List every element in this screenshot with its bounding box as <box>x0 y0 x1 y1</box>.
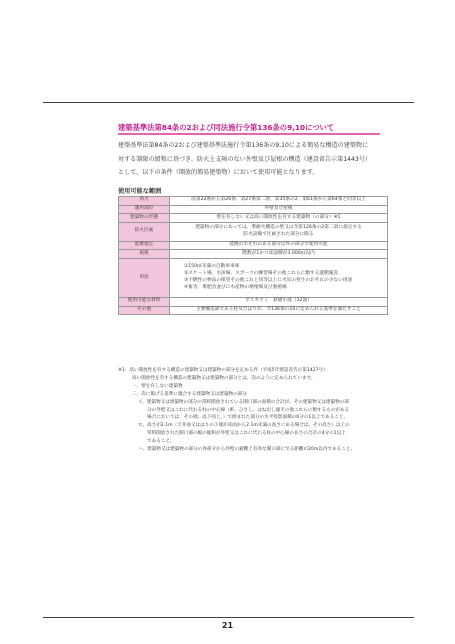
footnote-line: ハ、建築物又は建築物の部分の各部分から外壁の避難上有効な開口部に至る距離が20m以内であること。 <box>138 447 356 453</box>
row-value: 延焼のおそれのある部分以外の部分で使用可能 <box>170 241 388 250</box>
usage-item: ①150㎡未満の自動車車庫 <box>184 264 240 270</box>
table-row <box>119 222 388 241</box>
table-row <box>119 197 388 206</box>
row-value: ポリカナミ 鉄板小波（32波） <box>170 297 388 306</box>
usage-range-table <box>118 196 388 315</box>
row-label: その他 <box>119 306 170 315</box>
row-value: 階数が1かつ床面積が3,000㎡以内 <box>170 250 388 259</box>
intro-paragraph <box>118 139 386 180</box>
table-row <box>119 297 388 306</box>
section-heading: 建築基準法第84条の2および同法施行令第136条の9,10について <box>118 123 335 132</box>
bottom-rule <box>43 617 414 618</box>
footnote-line: イ、建築物又は建築物の部分の常時開放されている開口部の面積の合計が、その建築物又は建築物の部 <box>138 399 349 405</box>
page-number: 21 <box>221 621 234 630</box>
row-value: 外壁及び屋根 <box>170 205 388 214</box>
footnote-line: であること。 <box>147 439 175 445</box>
heading-underline <box>118 133 380 135</box>
row-label: 規模 <box>119 250 170 259</box>
row-label: 建築物の形態 <box>119 214 170 223</box>
row-value <box>170 222 388 241</box>
row-value: 壁を有しない又は高い開放性を有する建築物（の部分）※1 <box>170 214 388 223</box>
footnote-line: 二、次に掲げる基準に適合する建築物又は建築物の部分 <box>132 391 247 397</box>
paragraph-line: 対する制限の緩和に基づき、防火上支障のない外壁及び屋根の構造（建設省告示第1443号） <box>118 155 371 163</box>
usage-item: ④畜舎、堆肥舎並びに水産物の増殖場及び養殖場 <box>184 284 287 290</box>
table-row <box>119 205 388 214</box>
footnote-line: 一、壁を有しない建築物 <box>132 383 183 389</box>
row-value: 法第22条から第26条、第27条第二項、第35条の2、第61条から第64条と同等以上 <box>170 197 388 206</box>
row-value: 主要構造部である柱及びはりが、令136条の10に定められる基準を満たすこと <box>170 306 388 315</box>
top-rule <box>43 102 414 103</box>
paragraph-line: として、以下の条件（開放的簡易建築物）において使用可能となります。 <box>118 169 319 176</box>
row-value-line: 建築物の部分にあっては、準耐火構造の壁又は令第126条の2第二項に規定する <box>195 224 362 230</box>
table-row <box>119 258 388 297</box>
footnote-line: ※1：高い開放性を有する構造の建築物又は建築物の部分を定める件（平成5年建設省告示第1427号） <box>118 368 328 373</box>
table-row <box>119 214 388 223</box>
footnote-line: ロ、高さが2.1m（天井面又ははりの下端が床面から2.1m未満の高さにある場合は、その高さ）以上の <box>138 423 350 429</box>
table-row <box>119 250 388 259</box>
row-label: 延焼規定 <box>119 241 170 250</box>
row-label: 適用部位 <box>119 205 170 214</box>
row-label: 防火区画 <box>119 222 170 241</box>
row-label: 効力 <box>119 197 170 206</box>
footnote-line: 常時開放された開口部の幅の総和が外壁又はこれに代わる柱の中心線の長さの合計の4分の1以上 <box>147 431 346 437</box>
footnote-line: 分の外壁又はこれに代わる柱の中心線（軒、ひさし、はね出し縁その他これらに類するものがある <box>147 407 350 413</box>
row-value-line: 防火設備で区画された部分に限る <box>243 231 314 237</box>
footnote-line: 場合においては、その端。以下同じ。）で囲まれた部分の水平投影面積の6分の1以上であること。 <box>147 415 349 421</box>
table-row <box>119 306 388 315</box>
row-label: 使用可能な材料 <box>119 297 170 306</box>
footnotes <box>118 367 393 454</box>
table-title: 使用可能な範囲 <box>118 188 162 195</box>
row-label: 用途 <box>119 258 170 297</box>
usage-item: ③不燃性の物品の保管その他これと同等以上に火災の発生のおそれの少ない用途 <box>184 277 353 283</box>
row-value <box>170 258 388 297</box>
footnote-line: 高い開放性を有する構造の建築物又は建築物の部分とは、次のように定められています。 <box>132 375 316 381</box>
usage-item: ②スケート場、水泳場、スポーツの練習場その他これらに類する運動施設 <box>184 271 339 277</box>
paragraph-line: 建築基準法第84条の2および建築基準法施行令第136条の9,10による簡易な構造の建築物に <box>118 142 369 149</box>
table-row <box>119 241 388 250</box>
